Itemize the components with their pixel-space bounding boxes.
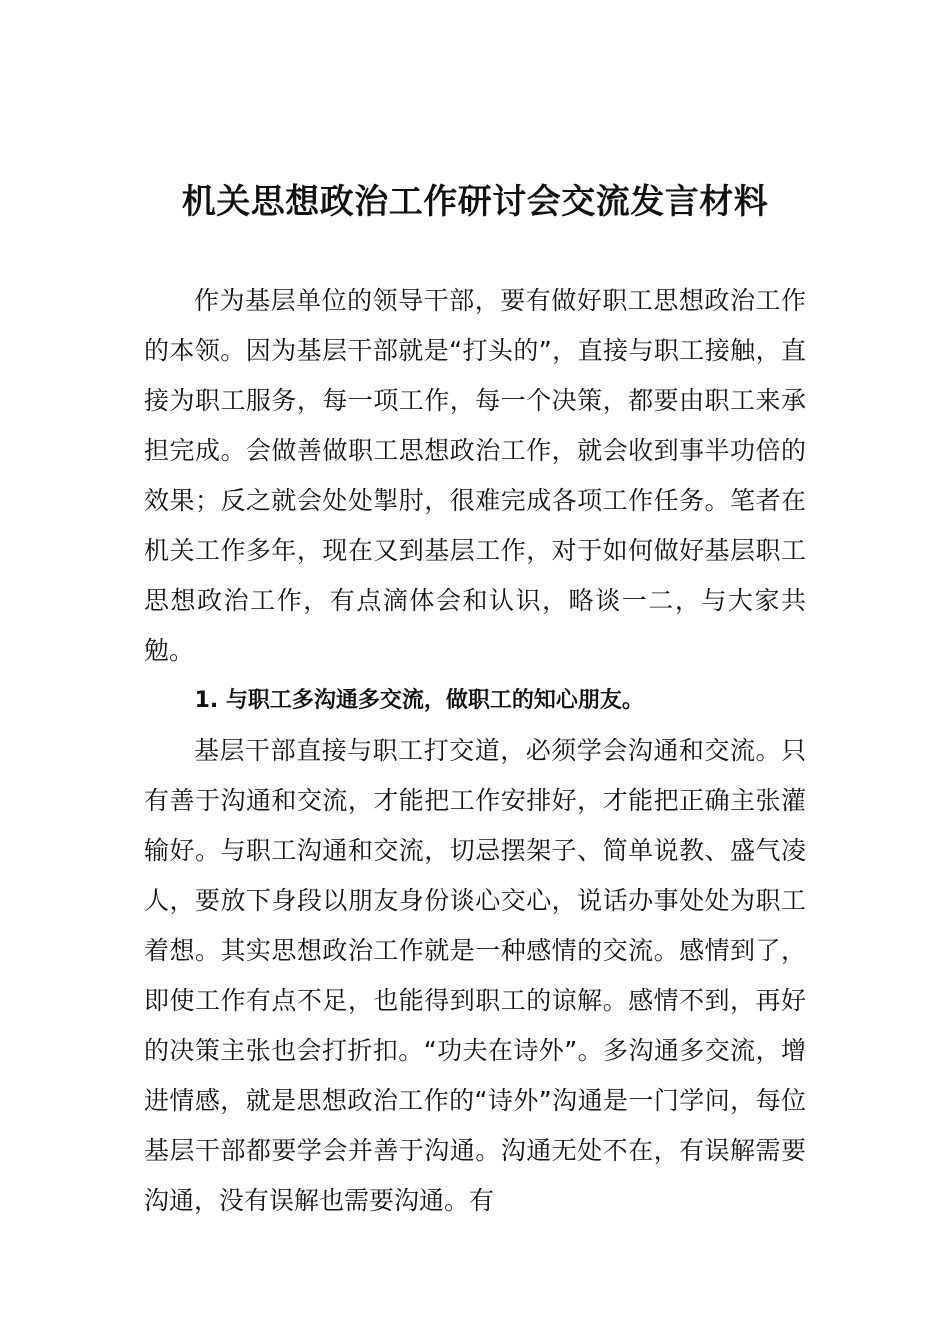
section-heading: 1. 与职工多沟通多交流，做职工的知心朋友。 bbox=[194, 688, 644, 713]
intro-paragraph: 作为基层单位的领导干部，要有做好职工思想政治工作的本领。因为基层干部就是“打头的”，直接与职工接触，直接为职工服务，每一项工作，每一个决策，都要由职工来承担完成。会做善做职工思想政治工作，就会收到事半功倍的效果；反之就会处处掣肘，很难完成各项工作任务。笔者在机关工作多年，现在又到基层工作，对于如何做好基层职工思想政治工作，有点滴体会和认识，略谈一二，与大家共勉。 bbox=[144, 286, 806, 665]
section-paragraph: 基层干部直接与职工打交道，必须学会沟通和交流。只有善于沟通和交流，才能把工作安排好，才能把正确主张灌输好。与职工沟通和交流，切忌摆架子、简单说教、盛气凌人，要放下身段以朋友身份谈心交心，说话办事处处为职工着想。其实思想政治工作就是一种感情的交流。感情到了，即使工作有点不足，也能得到职工的谅解。感情不到，再好的决策主张也会打折扣。“功夫在诗外”。多沟通多交流，增进情感，就是思想政治工作的“诗外”沟通是一门学问，每位基层干部都要学会并善于沟通。沟通无处不在，有误解需要沟通，没有误解也需要沟通。有 bbox=[144, 736, 806, 1215]
document-body bbox=[144, 276, 806, 1226]
document-title: 机关思想政治工作研讨会交流发言材料 bbox=[181, 182, 769, 222]
